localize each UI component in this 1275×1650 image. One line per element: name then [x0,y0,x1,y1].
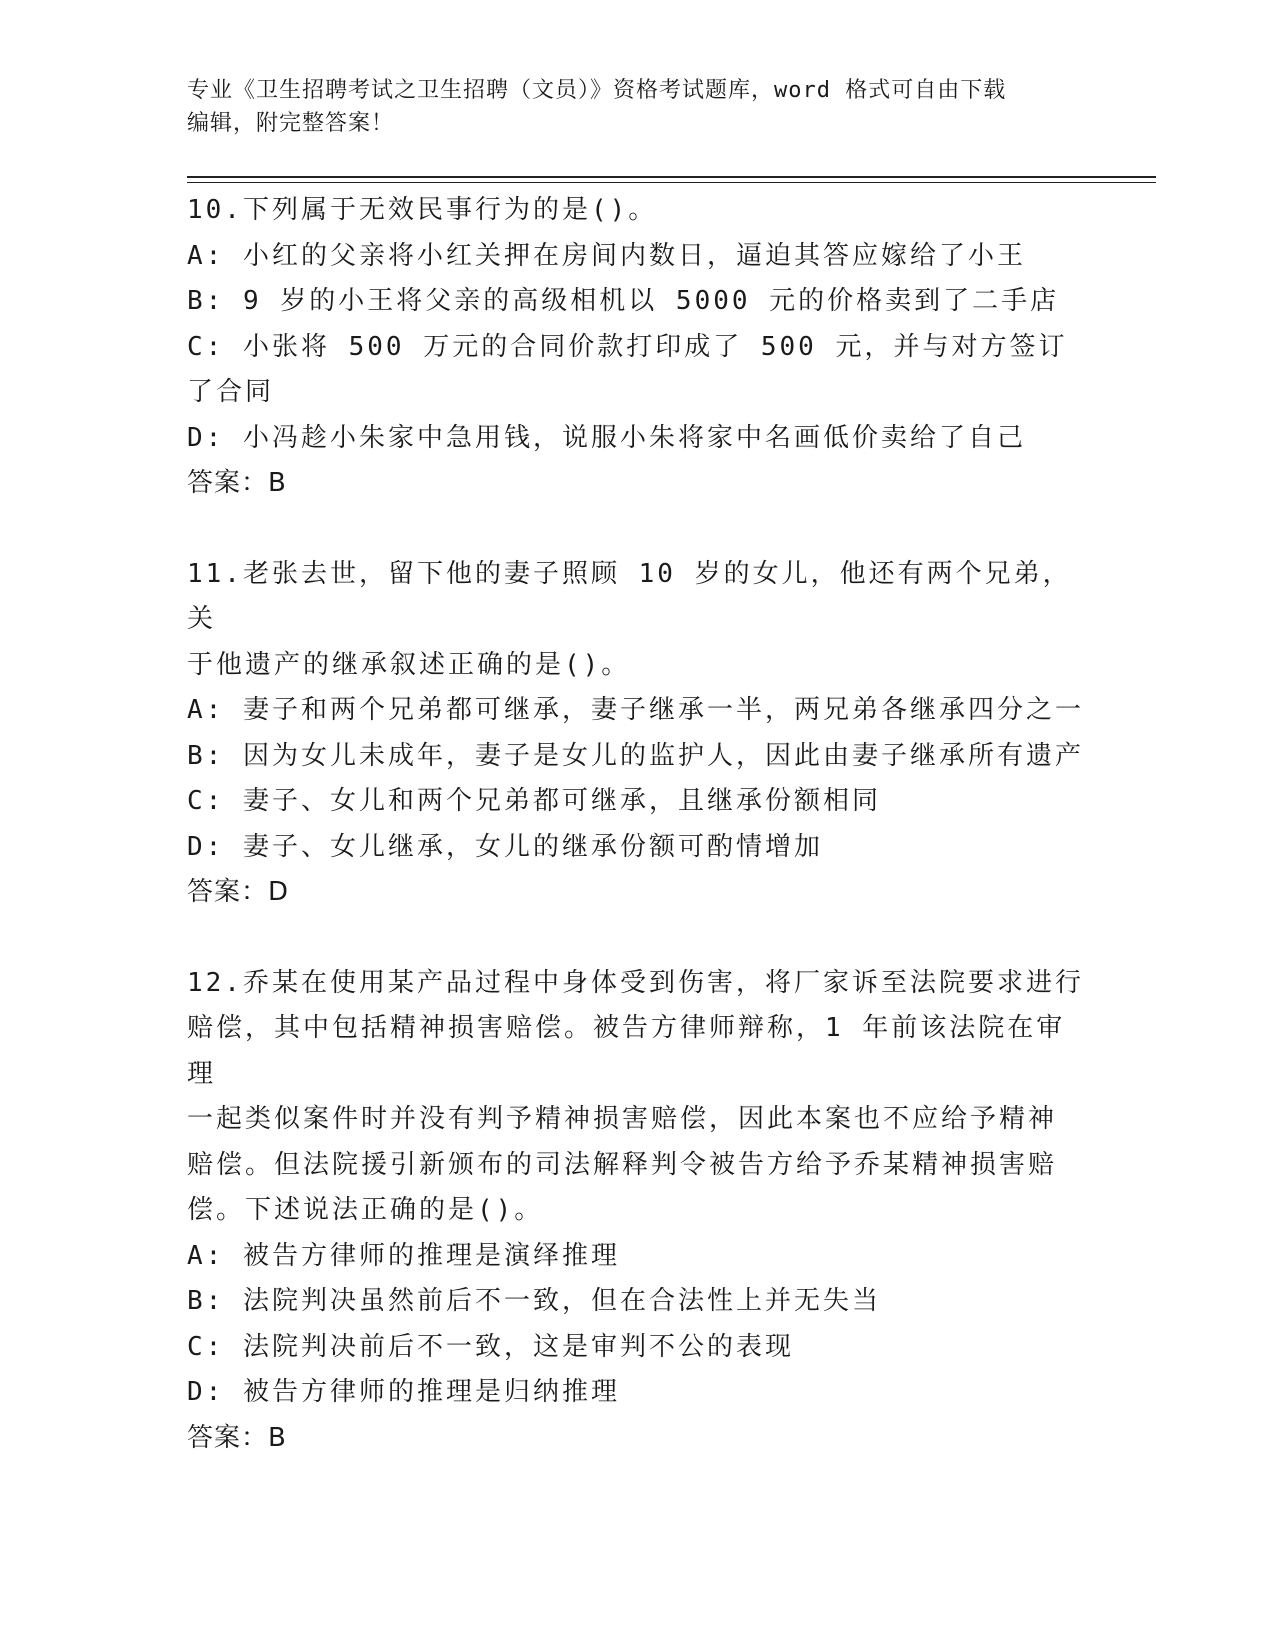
option-c: C: 法院判决前后不一致，这是审判不公的表现 [187,1331,794,1362]
option-b: B: 法院判决虽然前后不一致，但在合法性上并无失当 [187,1286,881,1316]
answer: 答案：B [187,468,287,498]
document-header [187,74,1087,140]
option-c: C: 小张将 500 万元的合同价款打印成了 500 元，并与对方签订了合同 [187,331,1068,407]
question-stem-line-3: 一起类似案件时并没有判予精神损害赔偿，因此本案也不应给予精神 [187,1104,1058,1134]
question-stem-line-2: 赔偿，其中包括精神损害赔偿。被告方律师辩称，1 年前该法院在审理 [187,1013,1066,1089]
option-d: D: 被告方律师的推理是归纳推理 [187,1377,620,1407]
header-line-1: 专业《卫生招聘考试之卫生招聘（文员）》资格考试题库，word 格式可自由下载 [187,78,1007,103]
option-a: A: 妻子和两个兄弟都可继承，妻子继承一半，两兄弟各继承四分之一 [187,695,1084,725]
header-line-2: 编辑，附完整答案！ [187,111,395,136]
question-stem-line-5: 偿。下述说法正确的是()。 [187,1195,544,1225]
option-d: D: 小冯趁小朱家中急用钱，说服小朱将家中名画低价卖给了自己 [187,422,1026,453]
answer: 答案：D [187,877,290,907]
question-10 [187,188,1087,507]
option-d: D: 妻子、女儿继承，女儿的继承份额可酌情增加 [187,831,823,862]
option-b: B: 9 岁的小王将父亲的高级相机以 5000 元的价格卖到了二手店 [187,286,1060,316]
header-rule-thick [187,176,1156,178]
question-stem-line-1: 12.乔某在使用某产品过程中身体受到伤害，将厂家诉至法院要求进行 [187,967,1084,998]
header-rule-thin [187,182,1156,183]
question-list [187,188,1087,1461]
question-stem-line-4: 赔偿。但法院援引新颁布的司法解释判令被告方给予乔某精神损害赔 [187,1149,1058,1180]
question-11 [187,552,1087,916]
answer: 答案：B [187,1422,287,1453]
question-stem-line-2: 于他遗产的继承叙述正确的是()。 [187,649,631,680]
option-b: B: 因为女儿未成年，妻子是女儿的监护人，因此由妻子继承所有遗产 [187,740,1084,771]
spacer [187,916,1087,961]
option-c: C: 妻子、女儿和两个兄弟都可继承，且继承份额相同 [187,786,881,816]
question-stem-line-1: 11.老张去世，留下他的妻子照顾 10 岁的女儿，他还有两个兄弟，关 [187,558,1072,634]
option-a: A: 被告方律师的推理是演绎推理 [187,1240,620,1271]
spacer [187,507,1087,552]
question-12 [187,961,1087,1462]
option-a: A: 小红的父亲将小红关押在房间内数日，逼迫其答应嫁给了小王 [187,240,1026,271]
question-stem: 10.下列属于无效民事行为的是()。 [187,195,658,225]
